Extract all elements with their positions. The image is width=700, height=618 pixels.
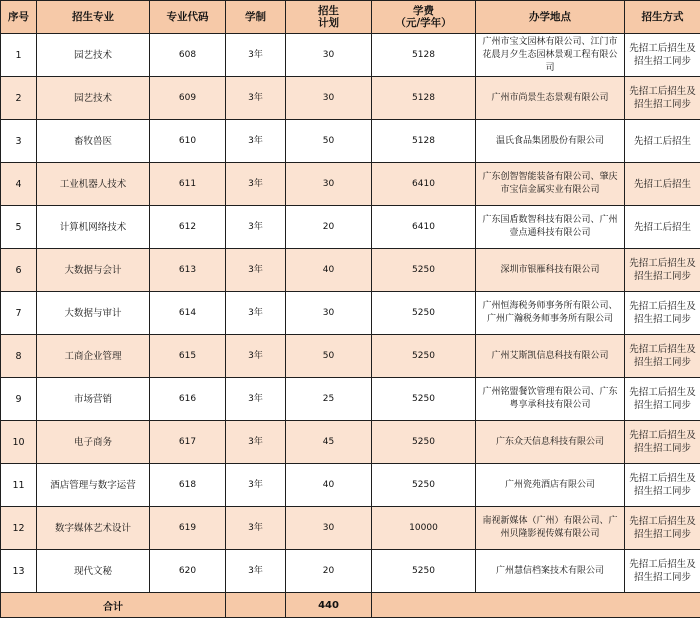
header-plan-line2: 计划 [318, 17, 339, 29]
cell-plan: 45 [286, 421, 372, 464]
cell-plan: 20 [286, 206, 372, 249]
cell-mode: 先招工后招生 [625, 206, 700, 249]
cell-plan: 30 [286, 507, 372, 550]
table-row [1, 120, 700, 163]
cell-major: 园艺技术 [37, 34, 150, 77]
cell-site: 广州市宝文园林有限公司、江门市花晨月夕生态园林景观工程有限公司 [476, 34, 625, 77]
cell-duration: 3年 [226, 421, 286, 464]
total-blank-cell [372, 593, 700, 618]
cell-plan: 50 [286, 335, 372, 378]
cell-seq: 6 [1, 249, 37, 292]
cell-code: 609 [150, 77, 226, 120]
table-row [1, 77, 700, 120]
header-mode: 招生方式 [625, 1, 700, 34]
cell-mode: 先招工后招生及招生招工同步 [625, 335, 700, 378]
table-body [1, 34, 700, 593]
cell-duration: 3年 [226, 292, 286, 335]
cell-seq: 3 [1, 120, 37, 163]
cell-seq: 10 [1, 421, 37, 464]
cell-site: 广东国盾数智科技有限公司、广州壹点通科技有限公司 [476, 206, 625, 249]
cell-seq: 4 [1, 163, 37, 206]
total-label: 合计 [1, 593, 226, 618]
cell-major: 市场营销 [37, 378, 150, 421]
cell-duration: 3年 [226, 120, 286, 163]
cell-major: 工商企业管理 [37, 335, 150, 378]
cell-seq: 8 [1, 335, 37, 378]
cell-site: 广东创智智能装备有限公司、肇庆市宝信金属实业有限公司 [476, 163, 625, 206]
cell-fee: 5250 [372, 464, 476, 507]
cell-major: 现代文秘 [37, 550, 150, 593]
cell-site: 广州铭盟餐饮管理有限公司、广东粤享承科技有限公司 [476, 378, 625, 421]
cell-fee: 5250 [372, 292, 476, 335]
cell-major: 电子商务 [37, 421, 150, 464]
header-fee-line1: 学费 [413, 5, 434, 17]
cell-plan: 25 [286, 378, 372, 421]
cell-code: 614 [150, 292, 226, 335]
header-major: 招生专业 [37, 1, 150, 34]
cell-seq: 7 [1, 292, 37, 335]
cell-duration: 3年 [226, 206, 286, 249]
cell-plan: 30 [286, 34, 372, 77]
cell-code: 610 [150, 120, 226, 163]
cell-site: 温氏食品集团股份有限公司 [476, 120, 625, 163]
cell-plan: 40 [286, 464, 372, 507]
cell-duration: 3年 [226, 249, 286, 292]
cell-seq: 9 [1, 378, 37, 421]
header-code: 专业代码 [150, 1, 226, 34]
table-row [1, 249, 700, 292]
cell-site: 广州市尚景生态景观有限公司 [476, 77, 625, 120]
cell-plan: 30 [286, 163, 372, 206]
total-plan: 440 [286, 593, 372, 618]
cell-seq: 12 [1, 507, 37, 550]
cell-code: 612 [150, 206, 226, 249]
table-row [1, 550, 700, 593]
cell-seq: 5 [1, 206, 37, 249]
cell-mode: 先招工后招生及招生招工同步 [625, 292, 700, 335]
cell-mode: 先招工后招生及招生招工同步 [625, 507, 700, 550]
cell-major: 酒店管理与数字运营 [37, 464, 150, 507]
cell-major: 数字媒体艺术设计 [37, 507, 150, 550]
cell-mode: 先招工后招生及招生招工同步 [625, 249, 700, 292]
cell-site: 广州慧信档案技术有限公司 [476, 550, 625, 593]
table-row [1, 507, 700, 550]
cell-fee: 10000 [372, 507, 476, 550]
cell-site: 广州恒海税务师事务所有限公司、广州广瀚税务师事务所有限公司 [476, 292, 625, 335]
header-seq: 序号 [1, 1, 37, 34]
cell-site: 广州瓷苑酒店有限公司 [476, 464, 625, 507]
cell-duration: 3年 [226, 507, 286, 550]
cell-site: 南视新媒体（广州）有限公司、广州贝隆影视传媒有限公司 [476, 507, 625, 550]
cell-mode: 先招工后招生及招生招工同步 [625, 378, 700, 421]
cell-major: 计算机网络技术 [37, 206, 150, 249]
table-row [1, 163, 700, 206]
cell-site: 深圳市银雁科技有限公司 [476, 249, 625, 292]
cell-major: 园艺技术 [37, 77, 150, 120]
table-row [1, 464, 700, 507]
header-fee-line2: （元/学年） [395, 17, 452, 29]
cell-fee: 6410 [372, 206, 476, 249]
cell-duration: 3年 [226, 550, 286, 593]
table-row [1, 335, 700, 378]
cell-seq: 11 [1, 464, 37, 507]
table-row [1, 421, 700, 464]
cell-fee: 6410 [372, 163, 476, 206]
cell-code: 613 [150, 249, 226, 292]
cell-code: 618 [150, 464, 226, 507]
header-fee [372, 1, 476, 34]
cell-seq: 2 [1, 77, 37, 120]
cell-duration: 3年 [226, 34, 286, 77]
cell-mode: 先招工后招生 [625, 120, 700, 163]
header-site: 办学地点 [476, 1, 625, 34]
cell-duration: 3年 [226, 335, 286, 378]
cell-mode: 先招工后招生及招生招工同步 [625, 550, 700, 593]
cell-plan: 40 [286, 249, 372, 292]
cell-mode: 先招工后招生及招生招工同步 [625, 421, 700, 464]
cell-duration: 3年 [226, 163, 286, 206]
cell-plan: 50 [286, 120, 372, 163]
header-plan-line1: 招生 [318, 5, 339, 17]
cell-duration: 3年 [226, 464, 286, 507]
cell-mode: 先招工后招生及招生招工同步 [625, 77, 700, 120]
table-row [1, 34, 700, 77]
cell-duration: 3年 [226, 77, 286, 120]
cell-major: 畜牧兽医 [37, 120, 150, 163]
header-plan [286, 1, 372, 34]
cell-seq: 1 [1, 34, 37, 77]
header-row [1, 1, 700, 34]
cell-fee: 5128 [372, 120, 476, 163]
cell-fee: 5128 [372, 34, 476, 77]
cell-fee: 5250 [372, 421, 476, 464]
total-row [1, 593, 700, 618]
cell-code: 620 [150, 550, 226, 593]
cell-fee: 5250 [372, 335, 476, 378]
cell-fee: 5128 [372, 77, 476, 120]
cell-major: 大数据与会计 [37, 249, 150, 292]
cell-plan: 20 [286, 550, 372, 593]
cell-fee: 5250 [372, 550, 476, 593]
table-row [1, 206, 700, 249]
header-duration: 学制 [226, 1, 286, 34]
cell-plan: 30 [286, 292, 372, 335]
cell-duration: 3年 [226, 378, 286, 421]
cell-code: 619 [150, 507, 226, 550]
table-row [1, 378, 700, 421]
cell-code: 611 [150, 163, 226, 206]
cell-major: 大数据与审计 [37, 292, 150, 335]
cell-code: 617 [150, 421, 226, 464]
table-row [1, 292, 700, 335]
total-duration-cell [226, 593, 286, 618]
cell-seq: 13 [1, 550, 37, 593]
cell-mode: 先招工后招生及招生招工同步 [625, 34, 700, 77]
cell-site: 广州艾斯凯信息科技有限公司 [476, 335, 625, 378]
cell-mode: 先招工后招生 [625, 163, 700, 206]
cell-code: 608 [150, 34, 226, 77]
cell-fee: 5250 [372, 378, 476, 421]
cell-code: 616 [150, 378, 226, 421]
cell-site: 广东众天信息科技有限公司 [476, 421, 625, 464]
cell-plan: 30 [286, 77, 372, 120]
cell-code: 615 [150, 335, 226, 378]
cell-major: 工业机器人技术 [37, 163, 150, 206]
cell-mode: 先招工后招生及招生招工同步 [625, 464, 700, 507]
cell-fee: 5250 [372, 249, 476, 292]
